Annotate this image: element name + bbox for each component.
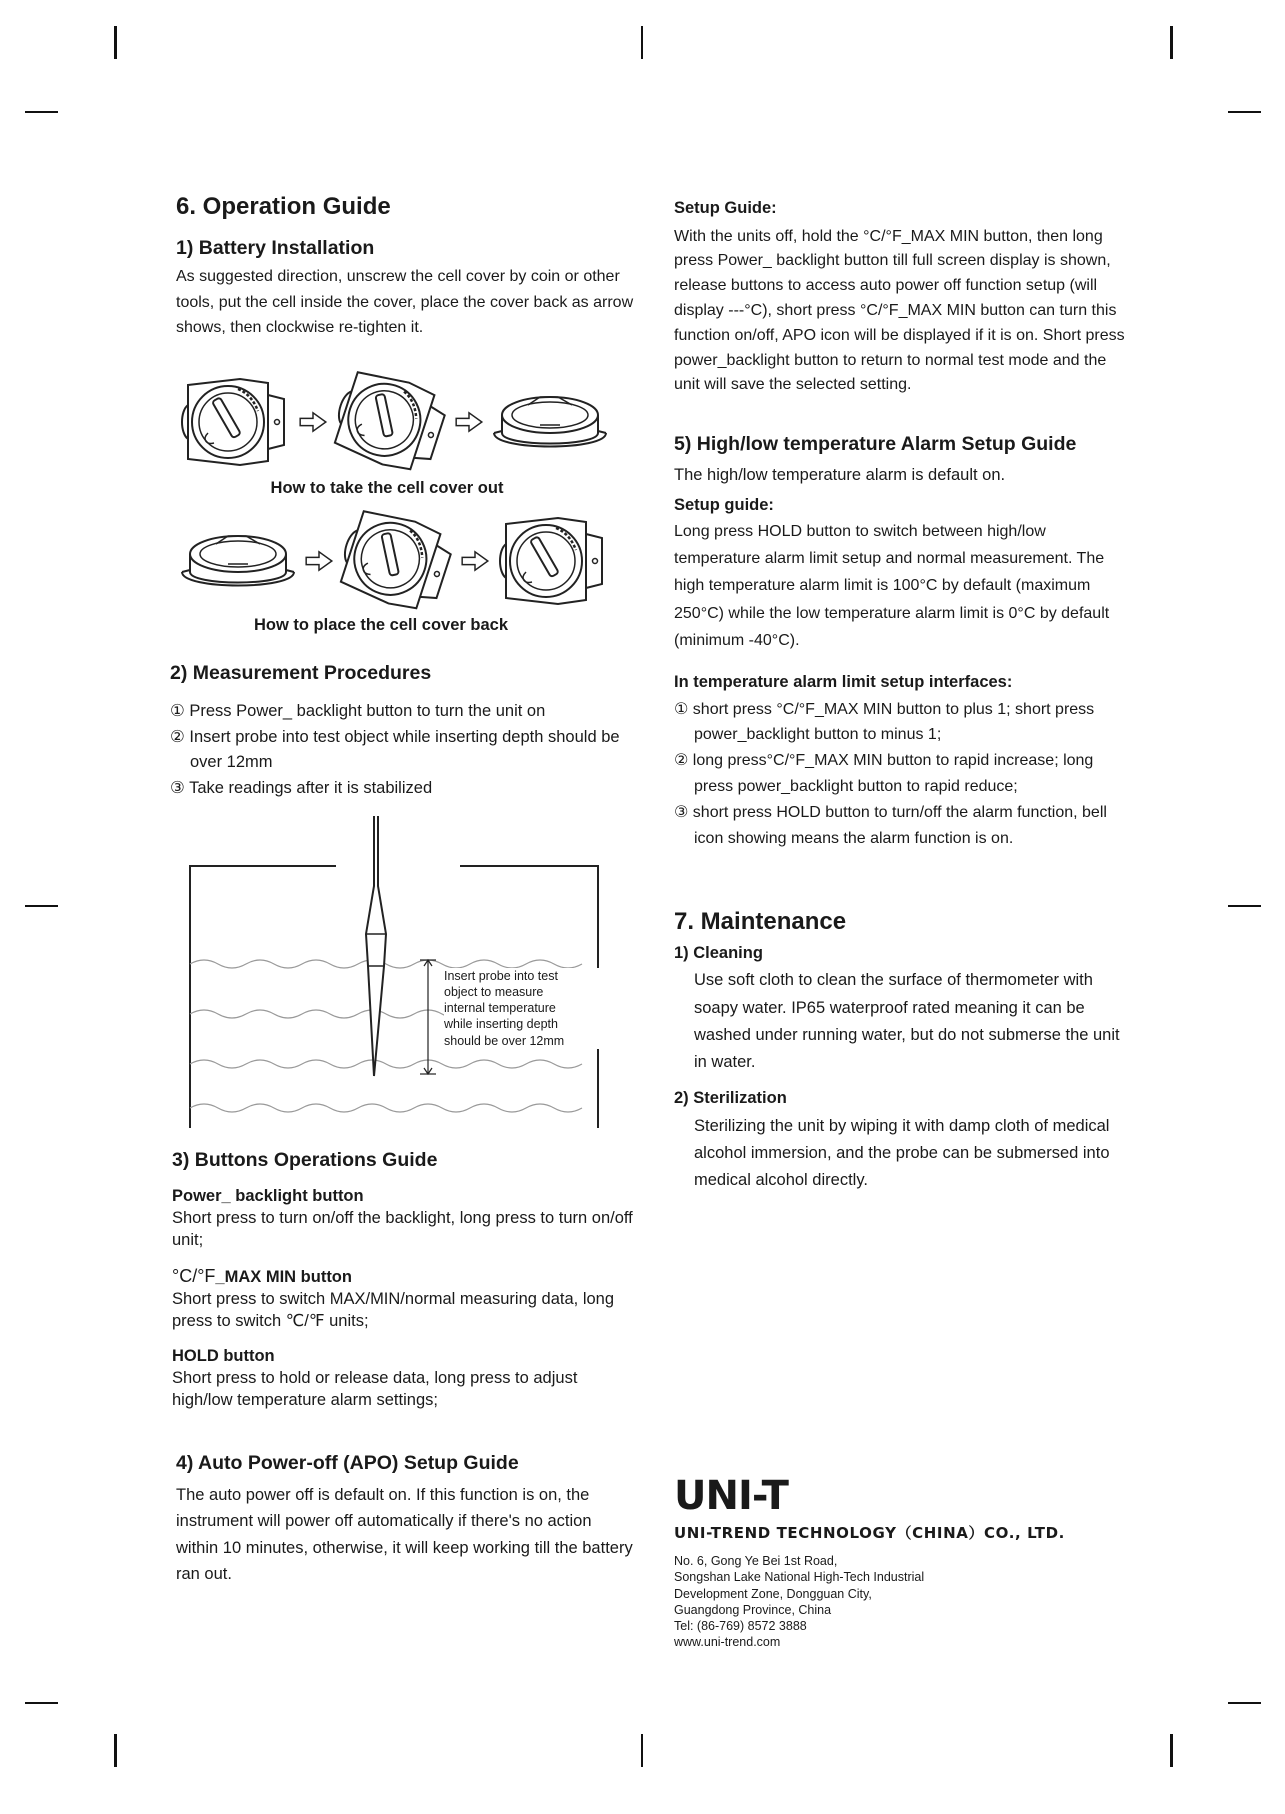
probe-note-line: object to measure bbox=[444, 984, 544, 999]
measurement-list bbox=[170, 699, 636, 801]
hold-button-body: Short press to hold or release data, long press to adjust high/low temperature alarm settings; bbox=[172, 1368, 578, 1410]
alarm-heading: 5) High/low temperature Alarm Setup Guide bbox=[674, 433, 1077, 456]
apo-heading: 4) Auto Power-off (APO) Setup Guide bbox=[176, 1452, 519, 1475]
measurement-step: ② Insert probe into test object while inserting depth should be over 12mm bbox=[170, 727, 620, 772]
address-line: Songshan Lake National High-Tech Industrial bbox=[674, 1570, 925, 1585]
crop-mark-top-right bbox=[1170, 26, 1173, 59]
address-line: Guangdong Province, China bbox=[674, 1602, 832, 1617]
cleaning-body: Use soft cloth to clean the surface of thermometer with soapy water. IP65 waterproof rated meaning it can be washed under running water, but do not submerse the unit in water. bbox=[694, 971, 1120, 1072]
battery-heading: 1) Battery Installation bbox=[176, 236, 375, 259]
power-button-body: Short press to turn on/off the backlight, long press to turn on/off unit; bbox=[172, 1208, 633, 1249]
address-line: Development Zone, Dongguan City, bbox=[674, 1586, 872, 1601]
outline-arrow-icon bbox=[454, 411, 484, 433]
crop-mark-bottom-right bbox=[1170, 1734, 1173, 1767]
measurement-heading: 2) Measurement Procedures bbox=[170, 661, 432, 684]
cell-cover-rotated-icon bbox=[320, 359, 461, 485]
alarm-interfaces-list bbox=[674, 697, 1134, 852]
uni-t-logo: UNI-T bbox=[674, 1473, 788, 1519]
hold-button-title: HOLD button bbox=[172, 1347, 275, 1366]
crop-mark-top-left bbox=[114, 26, 117, 59]
crop-mark-right-top bbox=[1228, 111, 1261, 113]
unit-symbol: °C/°F bbox=[172, 1266, 216, 1287]
cell-cover-closed-icon bbox=[494, 514, 612, 608]
outline-arrow-icon bbox=[460, 550, 490, 572]
alarm-interface-step: ③ short press HOLD button to turn/off the alarm function, bell icon showing means the alarm function is on. bbox=[674, 804, 1107, 848]
apo-body: The auto power off is default on. If this function is on, the instrument will power off automatically if there's no action within 10 minutes, otherwise, it will keep working till the battery ran out. bbox=[176, 1485, 633, 1583]
unit-button-title bbox=[172, 1265, 636, 1288]
apo-setup-title: Setup Guide: bbox=[674, 199, 777, 217]
cell-cover-open-icon bbox=[176, 514, 300, 608]
probe-note-line: internal temperature bbox=[444, 1001, 556, 1016]
crop-mark-bottom-center bbox=[641, 1734, 643, 1767]
operation-guide-title: 6. Operation Guide bbox=[176, 193, 391, 220]
battery-body: As suggested direction, unscrew the cell cover by coin or other tools, put the cell inside the cover, place the cover back as arrow shows, then clockwise re-tighten it. bbox=[176, 268, 634, 337]
crop-mark-right-middle bbox=[1228, 905, 1261, 907]
alarm-interface-step: ① short press °C/°F_MAX MIN button to plus 1; short press power_backlight button to minus 1; bbox=[674, 700, 1095, 744]
alarm-default: The high/low temperature alarm is default on. bbox=[674, 465, 1006, 484]
sterilization-body: Sterilizing the unit by wiping it with damp cloth of medical alcohol immersion, and the probe can be submersed into medical alcohol directly. bbox=[694, 1116, 1110, 1190]
unit-button-title-text: _MAX MIN button bbox=[215, 1268, 352, 1287]
probe-note-line: Insert probe into test bbox=[444, 968, 558, 983]
company-name: UNI-TREND TECHNOLOGY（CHINA）CO., LTD. bbox=[674, 1524, 1065, 1542]
right-column bbox=[674, 198, 1134, 1195]
caption-place-back: How to place the cell cover back bbox=[253, 615, 508, 634]
sterilization-title: 2) Sterilization bbox=[674, 1089, 787, 1108]
battery-figure-place-back bbox=[176, 514, 636, 608]
cell-cover-rotated-icon bbox=[326, 498, 467, 624]
power-button-title: Power_ backlight button bbox=[172, 1186, 364, 1205]
caption-take-out: How to take the cell cover out bbox=[270, 478, 504, 497]
website-link[interactable]: www.uni-trend.com bbox=[674, 1635, 781, 1650]
probe-figure bbox=[188, 816, 608, 1128]
alarm-setup-title: Setup guide: bbox=[674, 496, 774, 515]
alarm-interface-step: ② long press°C/°F_MAX MIN button to rapid increase; long press power_backlight button to rapid reduce; bbox=[674, 752, 1094, 796]
crop-mark-left-bottom bbox=[25, 1702, 58, 1704]
alarm-setup-body: Long press HOLD button to switch between high/low temperature alarm limit setup and normal measurement. The high temperature alarm limit is 100°C by default (maximum 250°C) while the low temperature alarm limit is 0°C by default (minimum -40°C). bbox=[674, 522, 1110, 649]
measurement-step: ① Press Power_ backlight button to turn the unit on bbox=[170, 702, 546, 721]
outline-arrow-icon bbox=[298, 411, 328, 433]
apo-setup-body: With the units off, hold the °C/°F_MAX MIN button, then long press Power_ backlight button till full screen display is shown, release buttons to access auto power off function setup (will display ---°C), short press °C/°F_MAX MIN button can turn this function on/off, APO icon will be displayed if it is on. Short press power_backlight button to return to normal test mode and the unit will save the selected setting. bbox=[674, 227, 1125, 394]
crop-mark-left-top bbox=[25, 111, 58, 113]
buttons-heading: 3) Buttons Operations Guide bbox=[172, 1148, 438, 1171]
measurement-step: ③ Take readings after it is stabilized bbox=[170, 779, 433, 798]
cell-cover-closed-icon bbox=[176, 375, 294, 469]
crop-mark-right-bottom bbox=[1228, 1702, 1261, 1704]
buttons-guide bbox=[172, 1186, 636, 1411]
battery-figure-take-out bbox=[176, 375, 636, 469]
outline-arrow-icon bbox=[304, 550, 334, 572]
crop-mark-bottom-left bbox=[114, 1734, 117, 1767]
probe-note bbox=[444, 968, 604, 1049]
company-address bbox=[674, 1553, 1144, 1651]
cleaning-title: 1) Cleaning bbox=[674, 943, 763, 962]
address-line: No. 6, Gong Ye Bei 1st Road, bbox=[674, 1554, 838, 1568]
cell-cover-open-icon bbox=[488, 375, 612, 469]
crop-mark-top-center bbox=[641, 26, 643, 59]
probe-note-line: should be over 12mm bbox=[444, 1033, 565, 1048]
left-column bbox=[170, 193, 636, 1587]
probe-note-line: while inserting depth bbox=[444, 1017, 558, 1032]
maintenance-title: 7. Maintenance bbox=[674, 907, 847, 935]
crop-mark-left-middle bbox=[25, 905, 58, 907]
phone-line: Tel: (86-769) 8572 3888 bbox=[674, 1619, 807, 1633]
alarm-interfaces-title: In temperature alarm limit setup interfaces: bbox=[674, 672, 1013, 691]
unit-button-body: Short press to switch MAX/MIN/normal measuring data, long press to switch ℃/℉ units; bbox=[172, 1289, 615, 1330]
company-block bbox=[674, 1473, 1144, 1651]
